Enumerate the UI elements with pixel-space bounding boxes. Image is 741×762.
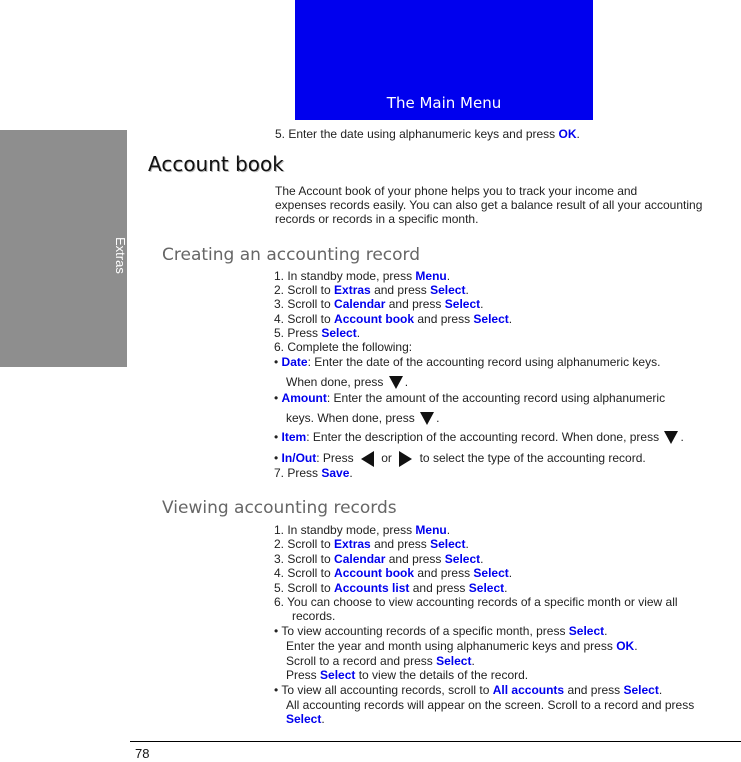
viewing-bullet-1-line-2: Enter the year and month using alphanumeric keys and press OK. — [286, 639, 638, 653]
description-line: records or records in a specific month. — [275, 212, 479, 226]
viewing-bullet-1-line-4: Press Select to view the details of the record. — [286, 668, 529, 682]
viewing-step-6-cont: records. — [292, 609, 336, 623]
page-number: 78 — [135, 746, 150, 761]
amount-bullet: • Amount: Enter the amount of the accounting record using alphanumeric — [274, 391, 666, 405]
side-tab-label: Extras — [113, 237, 128, 274]
main-menu-banner — [295, 0, 593, 120]
date-bullet-cont: When done, press . — [286, 375, 409, 389]
description-line: expenses records easily. You can also get a balance result of all your accounting — [275, 198, 703, 212]
section-title: Account book — [148, 152, 284, 176]
creating-step-3: 3. Scroll to Calendar and press Select. — [274, 297, 484, 311]
down-arrow-icon — [389, 376, 403, 389]
viewing-step-1: 1. In standby mode, press Menu. — [274, 523, 451, 537]
left-arrow-icon — [361, 451, 374, 467]
banner-title: The Main Menu — [386, 94, 502, 112]
viewing-bullet-2: • To view all accounting records, scroll to All accounts and press Select. — [274, 683, 663, 697]
creating-step-6: 6. Complete the following: — [274, 340, 413, 354]
creating-step-1: 1. In standby mode, press Menu. — [274, 269, 451, 283]
date-bullet: • Date: Enter the date of the accounting record using alphanumeric keys. — [274, 355, 661, 369]
footer-divider — [130, 741, 741, 742]
amount-bullet-cont: keys. When done, press . — [286, 411, 440, 425]
viewing-bullet-1-line-3: Scroll to a record and press Select. — [286, 654, 475, 668]
creating-heading: Creating an accounting record — [162, 245, 421, 265]
inout-bullet: • In/Out: Press or to select the type of the accounting record. — [274, 451, 646, 466]
viewing-step-2: 2. Scroll to Extras and press Select. — [274, 537, 469, 551]
description-line: The Account book of your phone helps you to track your income and — [275, 184, 638, 198]
viewing-step-4: 4. Scroll to Account book and press Select. — [274, 566, 513, 580]
item-bullet: • Item: Enter the description of the accounting record. When done, press . — [274, 430, 684, 444]
creating-step-2: 2. Scroll to Extras and press Select. — [274, 283, 469, 297]
down-arrow-icon — [664, 431, 678, 444]
intro-step: 5. Enter the date using alphanumeric keys and press OK. — [275, 127, 580, 141]
viewing-bullet-2-line-3: Select. — [286, 712, 325, 726]
viewing-step-6: 6. You can choose to view accounting records of a specific month or view all — [274, 595, 678, 609]
creating-step-4: 4. Scroll to Account book and press Select. — [274, 312, 513, 326]
creating-step-7: 7. Press Save. — [274, 466, 353, 480]
viewing-bullet-1: • To view accounting records of a specific month, press Select. — [274, 624, 608, 638]
viewing-step-3: 3. Scroll to Calendar and press Select. — [274, 552, 484, 566]
viewing-bullet-2-line-2: All accounting records will appear on the screen. Scroll to a record and press — [286, 698, 695, 712]
viewing-heading: Viewing accounting records — [162, 498, 397, 518]
creating-step-5: 5. Press Select. — [274, 326, 361, 340]
viewing-step-5: 5. Scroll to Accounts list and press Select. — [274, 581, 508, 595]
right-arrow-icon — [399, 451, 412, 467]
down-arrow-icon — [420, 412, 434, 425]
